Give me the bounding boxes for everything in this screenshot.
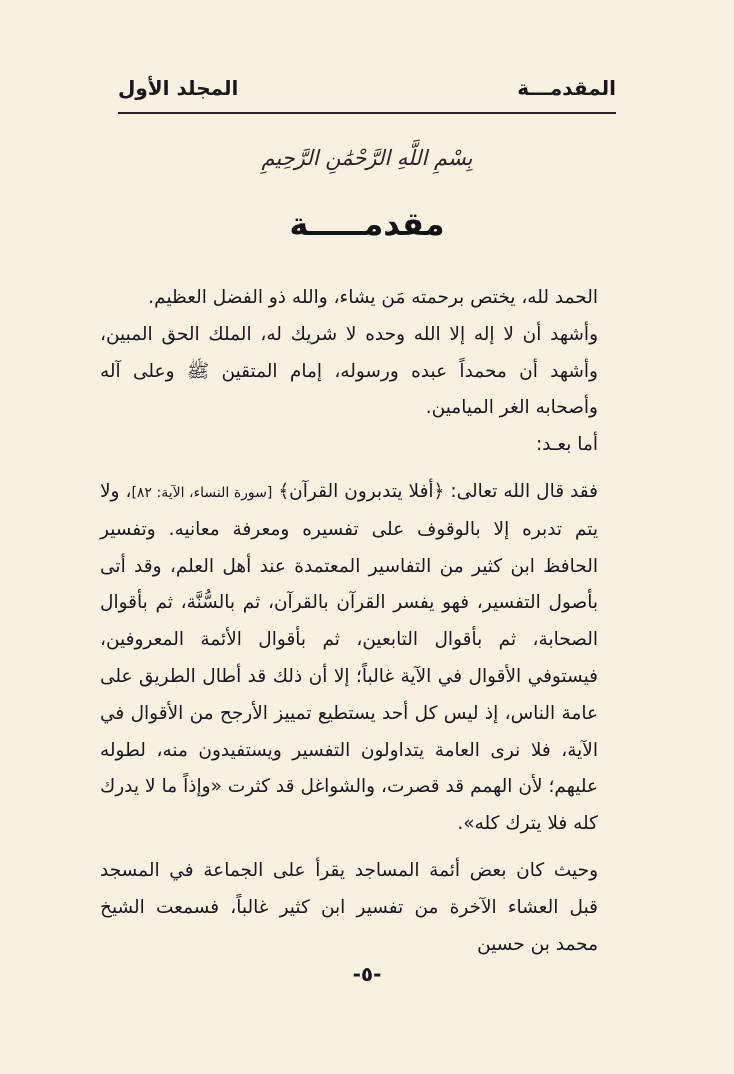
paragraph-text: ، ولا يتم تدبره إلا بالوقوف على تفسيره ومعرفة معانيه. وتفسير الحافظ ابن كثير من التفاسير المعتمدة عند أهل العلم، وقد أتى بأصول التفسير، فهو يفسر القرآن بالقرآن، ثم بالسُّنَّة، ثم بأقوال الصحابة، ثم بأقوال التابعين، ثم بأقوال الأئمة المعروفين، فيستوفي الأقوال في الآية غالباً؛ إلا أن ذلك قد أطال الطريق على عامة الناس، إذ ليس كل أحد يستطيع تمييز الأرجح من الأقوال في الآية، فلا نرى العامة يتداولون التفسير ويستفيدون منه، لطوله عليهم؛ لأن الهمم قد قصرت، والشواغل قد كثرت «وإذاً ما لا يدرك كله فلا يترك كله». — [100, 480, 598, 835]
quran-quote: فقد قال الله تعالى: ﴿أفلا يتدبرون القرآن﴾ — [278, 480, 598, 502]
verse-reference: [سورة النساء، الآية: ٨٢] — [131, 484, 273, 501]
running-header — [118, 76, 616, 106]
paragraph — [100, 474, 616, 843]
paragraph: الحمد لله، يختص برحمته مَن يشاء، والله ذو الفضل العظيم. — [148, 287, 598, 308]
header-divider — [118, 112, 616, 114]
paragraph-gap — [100, 464, 616, 474]
basmala-calligraphy: بِسْمِ اللَّهِ الرَّحْمَٰنِ الرَّحِيمِ — [261, 146, 473, 170]
header-section-title: المقدمـــة — [517, 76, 616, 100]
paragraph: وحيث كان بعض أئمة المساجد يقرأ على الجماعة في المسجد قبل العشاء الآخرة من تفسير ابن كثير غالباً، فسمعت الشيخ محمد بن حسين — [100, 859, 598, 955]
header-volume-title: المجلد الأول — [118, 76, 239, 100]
paragraph: أما بعـد: — [535, 434, 598, 456]
chapter-title: مقدمـــــة — [289, 205, 445, 243]
paragraph: وأشهد أن لا إله إلا الله وحده لا شريك له، الملك الحق المبين، وأشهد أن محمداً عبده ورسوله، إمام المتقين ﷺ وعلى آله وأصحابه الغر الميامين. — [100, 323, 598, 419]
body-text — [100, 280, 616, 963]
page-number: -٥- — [352, 962, 382, 986]
paragraph-gap — [100, 843, 616, 853]
